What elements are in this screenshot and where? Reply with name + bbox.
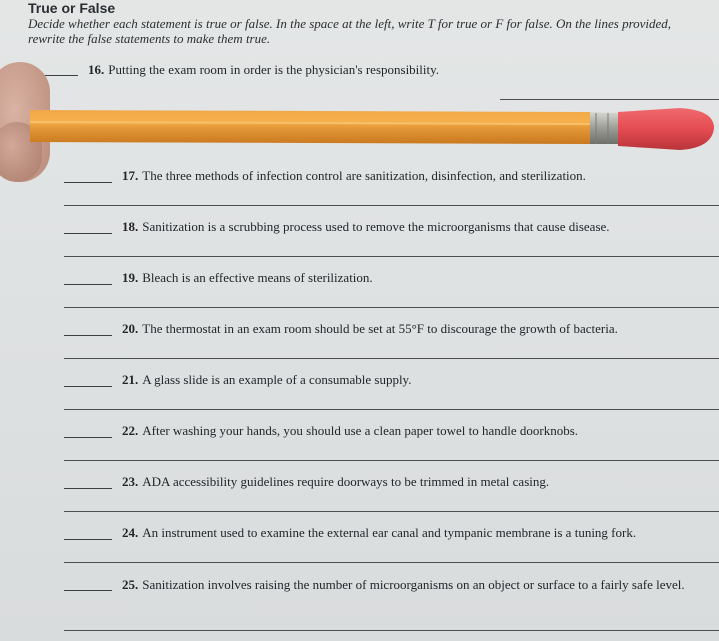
answer-blank[interactable] — [64, 437, 112, 438]
question-item — [122, 525, 712, 541]
rewrite-line[interactable] — [64, 307, 719, 308]
answer-blank[interactable] — [64, 182, 112, 183]
question-item — [122, 474, 712, 490]
rewrite-line[interactable] — [64, 511, 719, 512]
question-text: ADA accessibility guidelines require doorways to be trimmed in metal casing. — [142, 474, 550, 489]
rewrite-line[interactable] — [500, 99, 719, 100]
question-text: A glass slide is an example of a consumable supply. — [142, 372, 412, 387]
rewrite-line[interactable] — [64, 562, 719, 563]
rewrite-line[interactable] — [64, 630, 719, 631]
answer-blank[interactable] — [64, 233, 112, 234]
answer-blank[interactable] — [64, 386, 112, 387]
pencil — [30, 104, 719, 154]
section-heading: True or False — [28, 0, 116, 16]
question-item — [122, 321, 712, 337]
rewrite-line[interactable] — [64, 460, 719, 461]
answer-blank[interactable] — [64, 539, 112, 540]
answer-blank[interactable] — [64, 590, 112, 591]
question-number: 21. — [122, 372, 139, 387]
question-item — [122, 168, 712, 184]
question-text: The thermostat in an exam room should be set at 55°F to discourage the growth of bacteria. — [142, 321, 618, 336]
question-text: After washing your hands, you should use a clean paper towel to handle doorknobs. — [142, 423, 579, 438]
question-number: 24. — [122, 525, 139, 540]
question-item — [122, 423, 712, 439]
question-item — [122, 219, 712, 235]
question-text: Sanitization is a scrubbing process used to remove the microorganisms that cause disease. — [142, 219, 610, 234]
answer-blank[interactable] — [64, 488, 112, 489]
question-number: 19. — [122, 270, 139, 285]
question-text: An instrument used to examine the external ear canal and tympanic membrane is a tuning fork. — [142, 525, 637, 540]
question-item — [122, 372, 712, 388]
question-item — [122, 576, 707, 593]
answer-blank[interactable] — [64, 284, 112, 285]
question-number: 16. — [88, 62, 105, 77]
question-item — [122, 270, 712, 286]
rewrite-line[interactable] — [64, 409, 719, 410]
rewrite-line[interactable] — [64, 358, 719, 359]
question-text: The three methods of infection control are sanitization, disinfection, and sterilization. — [142, 168, 586, 183]
question-number: 17. — [122, 168, 139, 183]
question-item — [88, 62, 708, 78]
question-number: 20. — [122, 321, 139, 336]
instructions-text: Decide whether each statement is true or false. In the space at the left, write T for true or F for false. On the lines provided, rewrite the false statements to make them true. — [28, 16, 672, 46]
question-number: 18. — [122, 219, 139, 234]
question-text: Putting the exam room in order is the physician's responsibility. — [108, 62, 440, 77]
rewrite-line[interactable] — [64, 205, 719, 206]
question-text: Sanitization involves raising the number of microorganisms on an object or surface to a fairly safe level. — [142, 577, 685, 592]
question-number: 25. — [122, 577, 139, 592]
question-text: Bleach is an effective means of sterilization. — [142, 270, 373, 285]
answer-blank[interactable] — [64, 335, 112, 336]
rewrite-line[interactable] — [64, 256, 719, 257]
question-number: 22. — [122, 423, 139, 438]
question-number: 23. — [122, 474, 139, 489]
